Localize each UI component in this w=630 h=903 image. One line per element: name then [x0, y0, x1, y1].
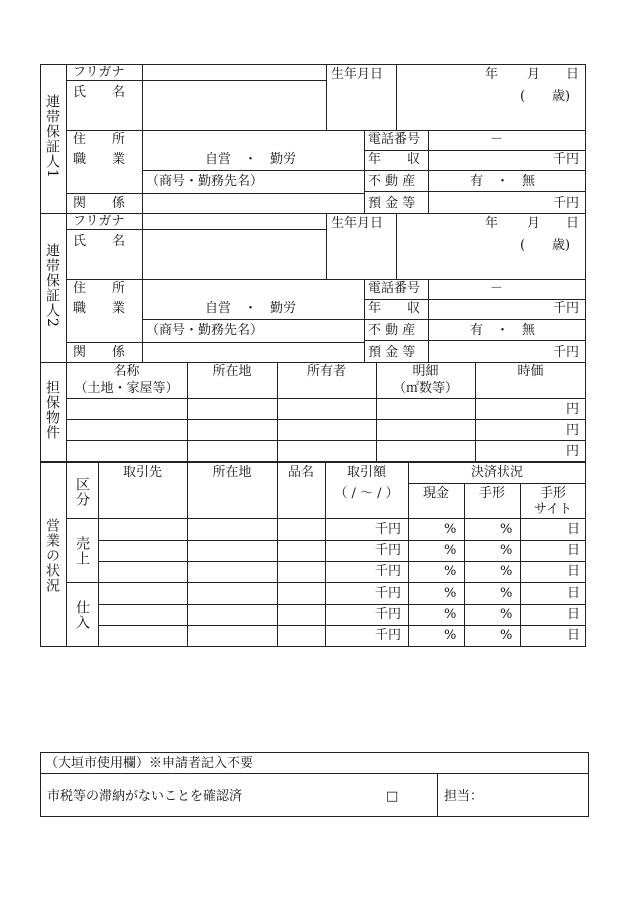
business-header-bill-site: 手形 [539, 486, 566, 501]
guarantor1-income-label: 年 収 [368, 152, 421, 167]
guarantor2-company-label: （商号・勤務先名） [146, 323, 264, 338]
guarantor2-address-label: 住 所 [73, 281, 126, 296]
business-cash-percent: % [444, 543, 457, 558]
guarantor2-age-open: ( [520, 238, 526, 253]
business-bill-site-day: 日 [567, 586, 581, 601]
guarantor1-realestate-options: 有 ・ 無 [470, 174, 536, 189]
collateral-header-location: 所在地 [212, 364, 252, 379]
guarantor1-name-label: 氏 名 [73, 85, 126, 100]
business-amount-unit: 千円 [375, 564, 402, 579]
business-bill-percent: % [500, 564, 513, 579]
guarantor2-phone-label: 電話番号 [368, 281, 421, 296]
guarantor1-realestate-label: 不 動 産 [368, 174, 416, 189]
business-header-bill: 手形 [478, 486, 505, 501]
guarantor1-month: 月 [527, 67, 541, 82]
collateral-unit-yen: 円 [566, 402, 580, 417]
business-header-item: 品名 [287, 465, 314, 480]
guarantor2-income-label: 年 収 [368, 301, 421, 316]
business-bill-percent: % [500, 522, 513, 537]
guarantor1-age: 歳) [552, 89, 571, 104]
guarantor2-section-label: 連帯保証人2 [44, 243, 60, 328]
guarantor2-month: 月 [527, 216, 541, 231]
staff-label: 担当： [444, 789, 484, 804]
collateral-unit-yen: 円 [566, 444, 580, 459]
collateral-header-owner: 所有者 [306, 364, 346, 379]
guarantor1-age-open: ( [520, 89, 526, 104]
business-header-kubun: 区分 [74, 477, 90, 507]
business-header-partner: 取引先 [122, 465, 162, 480]
guarantor1-day: 日 [566, 67, 580, 82]
guarantor2-age: 歳) [552, 238, 571, 253]
business-cash-percent: % [444, 564, 457, 579]
tax-check-label: 市税等の滞納がないことを確認済 [47, 789, 243, 804]
guarantor2-job-label: 職 業 [73, 301, 126, 316]
business-bill-percent: % [500, 628, 513, 643]
guarantor2-relation-label: 関 係 [73, 345, 126, 360]
guarantor1-savings-unit: 千円 [553, 196, 580, 211]
guarantor1-birth-label: 生年月日 [331, 67, 384, 82]
guarantor2-realestate-label: 不 動 産 [368, 323, 416, 338]
guarantor1-income-unit: 千円 [553, 152, 580, 167]
business-bill-site-day: 日 [567, 564, 581, 579]
business-amount-unit: 千円 [375, 628, 402, 643]
guarantor1-section-label: 連帯保証人1 [44, 94, 60, 179]
business-bill-percent: % [500, 586, 513, 601]
guarantor2-phone-dash: － [490, 281, 504, 296]
guarantor1-savings-label: 預 金 等 [368, 196, 416, 211]
business-header-cash: 現金 [422, 486, 449, 501]
business-header-settlement: 決済状況 [470, 465, 523, 480]
collateral-unit-yen: 円 [566, 423, 580, 438]
collateral-header-detail: 明細 [412, 364, 439, 379]
guarantor1-company-label: （商号・勤務先名） [146, 174, 264, 189]
business-bill-site-day: 日 [567, 628, 581, 643]
business-header-amount-period: （ / ～ / ） [334, 486, 399, 501]
guarantor2-birth-label: 生年月日 [331, 216, 384, 231]
business-sales-label: 売上 [74, 536, 90, 566]
business-amount-unit: 千円 [375, 607, 402, 622]
city-use-title: （大垣市使用欄）※申請者記入不要 [45, 756, 254, 771]
business-cash-percent: % [444, 586, 457, 601]
collateral-header-name-sub: （土地・家屋等） [74, 381, 179, 396]
guarantor1-phone-dash: － [490, 132, 504, 147]
business-bill-site-day: 日 [567, 543, 581, 558]
guarantor1-phone-label: 電話番号 [368, 132, 421, 147]
business-section-label: 営業の状況 [44, 518, 60, 593]
guarantor2-name-label: 氏 名 [73, 234, 126, 249]
guarantor2-income-unit: 千円 [553, 301, 580, 316]
guarantor2-job-options: 自営 ・ 勤労 [205, 301, 297, 316]
guarantor1-furigana-label: フリガナ [73, 65, 125, 80]
business-header-bill-site-2: サイト [533, 502, 573, 517]
guarantor2-day: 日 [566, 216, 580, 231]
business-bill-percent: % [500, 607, 513, 622]
collateral-header-value: 時価 [517, 364, 544, 379]
business-cash-percent: % [444, 607, 457, 622]
guarantor1-job-options: 自営 ・ 勤労 [205, 152, 297, 167]
business-amount-unit: 千円 [375, 543, 402, 558]
business-bill-percent: % [500, 543, 513, 558]
business-purchase-label: 仕入 [74, 600, 90, 630]
guarantor2-realestate-options: 有 ・ 無 [470, 323, 536, 338]
business-header-amount: 取引額 [346, 465, 386, 480]
guarantor1-address-label: 住 所 [73, 132, 126, 147]
guarantor2-furigana-label: フリガナ [73, 214, 125, 229]
business-header-location: 所在地 [212, 465, 252, 480]
guarantor1-relation-label: 関 係 [73, 196, 126, 211]
collateral-header-name: 名称 [113, 364, 140, 379]
guarantor1-year: 年 [485, 67, 499, 82]
business-amount-unit: 千円 [375, 586, 402, 601]
guarantor1-job-label: 職 業 [73, 152, 126, 167]
guarantor2-savings-label: 預 金 等 [368, 345, 416, 360]
guarantor2-year: 年 [485, 216, 499, 231]
business-amount-unit: 千円 [375, 522, 402, 537]
business-cash-percent: % [444, 628, 457, 643]
guarantor2-savings-unit: 千円 [553, 345, 580, 360]
business-bill-site-day: 日 [567, 607, 581, 622]
business-cash-percent: % [444, 522, 457, 537]
collateral-header-detail-sub: （㎡数等） [392, 381, 458, 396]
business-bill-site-day: 日 [567, 522, 581, 537]
tax-check-checkbox[interactable]: □ [386, 789, 399, 804]
collateral-section-label: 担保物件 [44, 380, 60, 440]
